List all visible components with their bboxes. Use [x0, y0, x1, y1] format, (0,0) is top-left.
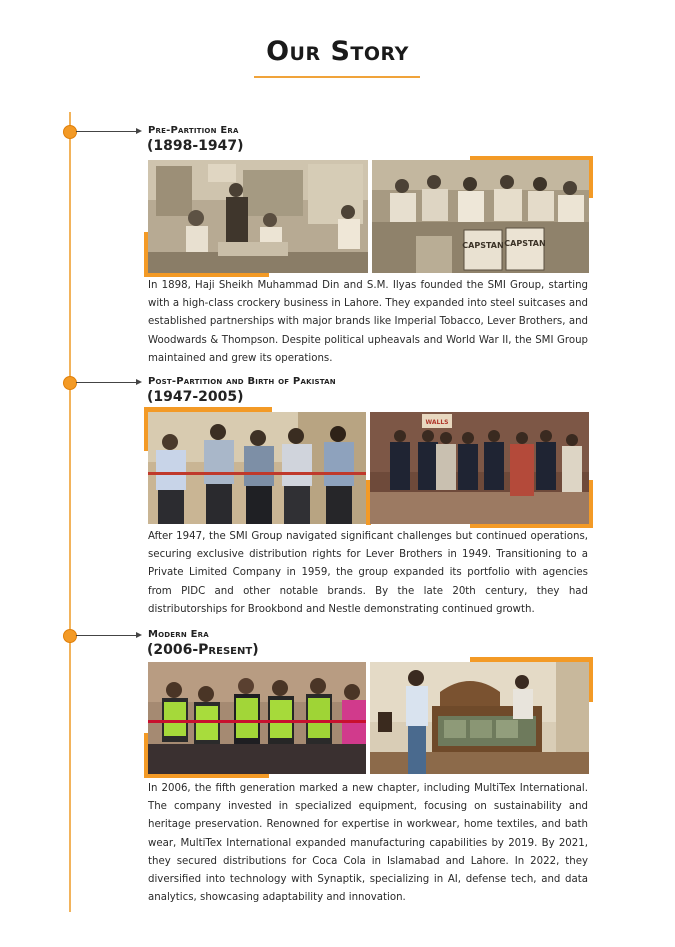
timeline-dot-3: [63, 629, 77, 643]
timeline-dot-2: [63, 376, 77, 390]
era-1-years: (1898-1947): [147, 138, 244, 154]
era-2-sign: WALLS: [425, 419, 449, 426]
era-1-name: Pre-Partition Era: [148, 125, 239, 136]
era-3-description: In 2006, the fifth generation marked a new chapter, including MultiTex International. The company invested in specialized equipment, focusing on sustainability and heritage preservation. Renowned for expertise in workwear, home textiles, and bath wear, MultiTex International expanded manufacturing capabilities by 2019. By 2021, they secured distributions for Coca Cola in Islamabad and Lahore. In 2022, they diversified into technology with Synaptik, specializing in AI, defense tech, and data analytics, showcasing adaptability and innovation.: [148, 783, 588, 904]
era-1-sign-right: CAPSTAN: [504, 239, 546, 248]
era-2-years: (1947-2005): [147, 389, 244, 405]
timeline-line: [69, 112, 71, 912]
timeline-arrow-2: [76, 382, 140, 383]
era-2-photo-left: [148, 412, 366, 524]
era-3-photo-right: [370, 662, 589, 774]
timeline-dot-1: [63, 125, 77, 139]
era-2-photo-right: [370, 412, 589, 524]
era-1-description: In 1898, Haji Sheikh Muhammad Din and S.M. Ilyas founded the SMI Group, starting with a high-class crockery business in Lahore. They expanded into steel suitcases and established partnerships with major brands like Imperial Tobacco, Lever Brothers, and Woodwards & Thompson. Despite political upheavals and World War II, the SMI Group maintained and grew its operations.: [148, 280, 588, 364]
era-1-photo-left: [148, 160, 368, 273]
era-1-photo-right: [372, 160, 589, 273]
era-1-sign-left: CAPSTAN: [462, 241, 504, 250]
timeline-arrow-1: [76, 131, 140, 132]
era-2-description: After 1947, the SMI Group navigated significant challenges but continued operations, securing exclusive distribution rights for Lever Brothers in 1949. Transitioning to a Private Limited Company in 1959, the group expanded its portfolio with agencies from PIDC and other notable brands. By the late 20th century, they had distributorships for Brookbond and Nestle demonstrating continued growth.: [148, 531, 588, 615]
title-underline: [254, 76, 420, 78]
era-3-years: (2006-Present): [147, 642, 259, 658]
timeline-arrow-3: [76, 635, 140, 636]
era-2-name: Post-Partition and Birth of Pakistan: [148, 376, 336, 387]
era-3-photo-left: [148, 662, 366, 774]
era-3-name: Modern Era: [148, 629, 209, 640]
page-title: Our Story: [266, 36, 409, 67]
